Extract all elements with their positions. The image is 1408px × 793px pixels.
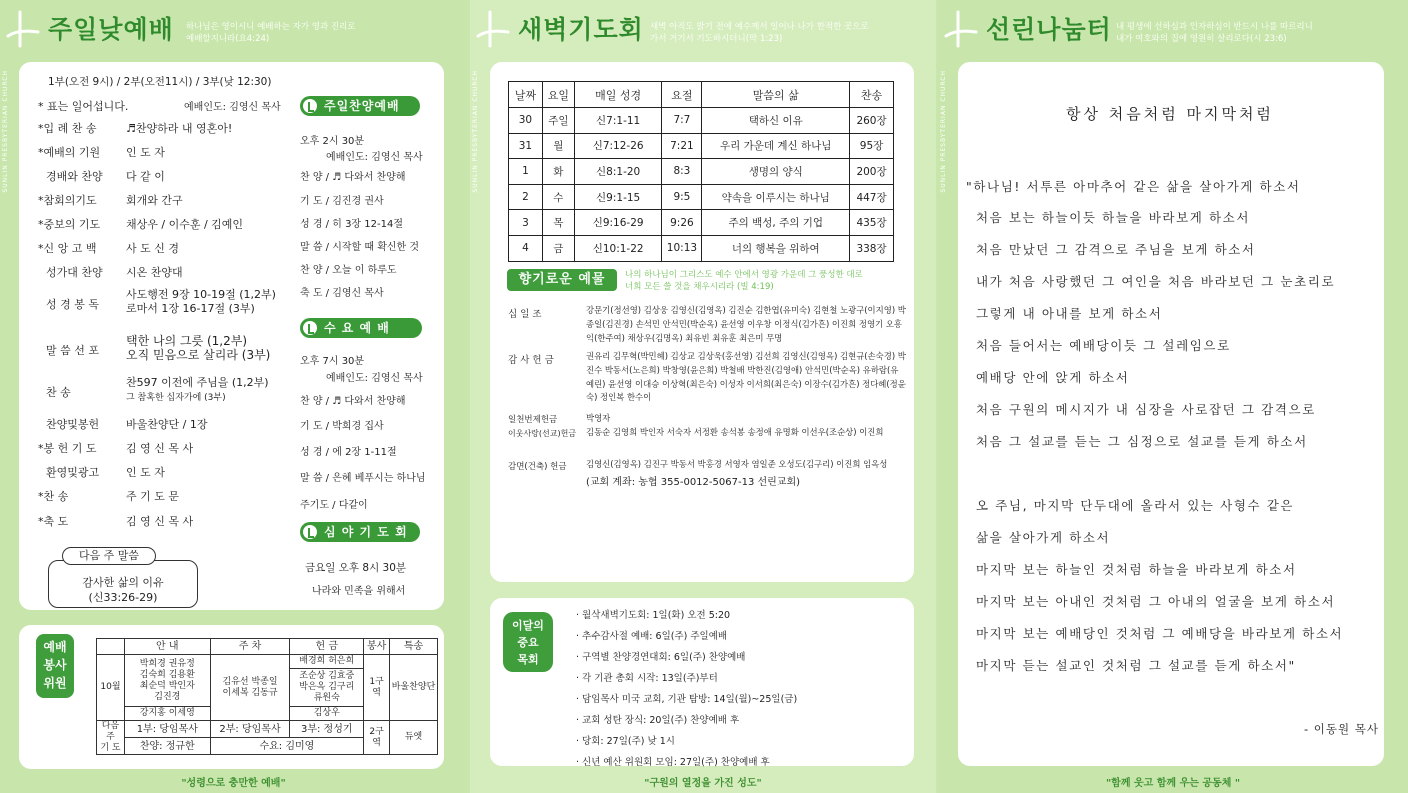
dawn-prayer-table: 날짜 요일 매일 성경 요절 말씀의 삶 찬송 30 주일 신7:1-11 7:7 택하신 이유 260장 31 월 신7:12-26 7:21 우리 가운데 계신 하나님 95장 1 화 신8:1-20 8:3 생명의 양식 200장 2 수 신9:1-15 9:5 약속을 이루시는 하나님 447장 3 목 신9:16-29 9:26 주의 백성, 주의 기업 435장 4 금 신10:1-22 10:13 너의 행복을 위하여 338장 [508, 81, 894, 262]
list-item: · 담임목사 미국 교회, 기관 탐방: 14일(월)~25일(금) [576, 694, 798, 705]
panel3-footer: "함께 웃고 함께 우는 공동체 " [1105, 778, 1241, 789]
table-row: 3 목 신9:16-29 9:26 주의 백성, 주의 기업 435장 [509, 210, 894, 236]
table-row: 2 수 신9:1-15 9:5 약속을 이루시는 하나님 447장 [509, 184, 894, 210]
list-item: · 교회 성탄 장식: 20일(주) 찬양예배 후 [576, 715, 740, 726]
table-row: 4 금 신10:1-22 10:13 너의 행복을 위하여 338장 [509, 235, 894, 261]
swirl-logo-icon [474, 10, 510, 48]
church-side-label: SUNLIN PRESBYTERIAN CHURCH [940, 70, 947, 193]
list-item: · 구역별 찬양경연대회: 6일(주) 찬양예배 [576, 652, 746, 663]
offering-label: 감 사 헌 금 [508, 355, 554, 366]
service-times: 1부(오전 9시) / 2부(오전11시) / 3부(낮 12:30) [48, 76, 272, 88]
panel1-subtitle: 하나님은 영이시니 예배하는 자가 영과 진리로 예배할지니라(요4:24) [186, 22, 356, 44]
swirl-logo-icon [942, 10, 978, 48]
panel2-footer: "구원의 열정을 가진 성도" [644, 778, 762, 789]
worship-leader: 예배인도: 김영신 목사 [184, 102, 281, 113]
swirl-logo-icon [4, 10, 40, 48]
offering-verse: 나의 하나님이 그리스도 예수 안에서 영광 가운데 그 풍성한 대로 너희 모든 쓸 것을 채우시리라 (빌 4:19) [625, 270, 863, 292]
volunteer-tag: 예배 봉사 위원 [36, 634, 74, 698]
check-badge-icon [303, 321, 317, 335]
panel3-title: 선린나눔터 [986, 15, 1112, 44]
offering-label: 십 일 조 [508, 309, 542, 320]
offering-heading: 향기로운 예물 [507, 269, 617, 291]
offering-names: 김동순 김영희 박인자 서숙자 서정환 송석봉 송정애 유명화 이선우(조순상) 이진희 [586, 427, 884, 437]
offering-label: 일천번제헌금 [508, 415, 558, 425]
check-badge-icon [303, 525, 317, 539]
poem-author: - 이동원 목사 [1304, 722, 1380, 736]
poem-title: 항상 처음처럼 마지막처럼 [1066, 105, 1274, 123]
bank-account: (교회 계좌: 농협 355-0012-5067-13 선린교회) [586, 477, 801, 488]
offering-label: 이웃사랑(선교)헌금 [508, 429, 577, 438]
panel1-header [0, 0, 467, 62]
panel2-subtitle: 새벽 아직도 밝기 전에 예수께서 일어나 나가 한적한 곳으로 가서 거기서 기도하시더니(막 1:23) [650, 22, 869, 44]
standing-note: * 표는 일어섭니다. [38, 100, 129, 113]
night-prayer-heading: 심 야 기 도 회 [300, 522, 420, 542]
offering-names: 강문기(정선영) 김상웅 김영신(김영옥) 김진순 김한엽(유미숙) 김현철 노광구(이지영) 박종일(김진경) 손석민 안석민(박순옥) 윤선영 이우창 이정식(김가흔) 이진희 정영기 오흥익(한주여) 채상우(김명옥) 최유빈 최유훈 최은미 무명 [586, 305, 906, 343]
list-item: · 신년 예산 위원회 모임: 27일(주) 찬양예배 후 [576, 757, 770, 768]
news-tag: 이달의 중요 목회 [503, 612, 553, 672]
list-item: · 추수감사절 예배: 6일(주) 주일예배 [576, 631, 728, 642]
panel3-subtitle: 내 평생에 선하심과 인자하심이 반드시 나를 따르리니 내가 여호와의 집에 영원히 살리로다(시 23:6) [1116, 22, 1313, 44]
offering-names: 김영신(김영옥) 김진구 박동서 박홍경 서영자 염일준 오성도(김구리) 이진희 임옥성 [586, 459, 888, 469]
next-week-sermon: 감사한 삶의 이유 (신33:26-29) [48, 560, 198, 608]
table-row: 1 화 신8:1-20 8:3 생명의 양식 200장 [509, 159, 894, 185]
list-item: · 월삭새벽기도회: 1일(화) 오전 5:20 [576, 610, 731, 621]
check-badge-icon [303, 99, 317, 113]
panel1-title: 주일낮예배 [48, 15, 174, 44]
volunteer-table: 안 내 주 차 헌 금 봉사 특송 10월 박희경 권유정 김숙희 김용환 최순덕 박인자 김진경 김유선 박종일 이세복 김동규 배경희 허은희 1구역 바울찬양단 조순상 김효중 박은옥 김구리 류원숙 강지홍 이세영 김상우 다음주 기 도 1부: 당임목사 2부: 당임목사 3부: 정성기 2구역 듀엣 찬양: 정규한 수요: 김미영 [96, 638, 438, 755]
list-item: · 각 기관 총회 시작: 13일(주)부터 [576, 673, 718, 684]
wednesday-heading: 수 요 예 배 [300, 318, 422, 338]
table-row: 31 월 신7:12-26 7:21 우리 가운데 계신 하나님 95장 [509, 133, 894, 159]
table-row: 30 주일 신7:1-11 7:7 택하신 이유 260장 [509, 108, 894, 134]
list-item: · 당회: 27일(주) 낮 1시 [576, 736, 675, 747]
offering-label: 감면(건축) 헌금 [508, 462, 567, 472]
panel2-header [470, 0, 936, 62]
panel3-header [938, 0, 1408, 62]
panel2-title: 새벽기도회 [518, 15, 644, 44]
offering-names: 박영자 [586, 413, 611, 423]
next-week-label: 다음 주 말씀 [62, 547, 156, 565]
sunday-praise-heading: 주일찬양예배 [300, 96, 420, 116]
panel1-footer: "성령으로 충만한 예배" [181, 778, 286, 789]
church-side-label: SUNLIN PRESBYTERIAN CHURCH [2, 70, 9, 193]
church-side-label: SUNLIN PRESBYTERIAN CHURCH [472, 70, 479, 193]
offering-names: 권유리 김무혁(박민혜) 김상교 김상욱(홍선영) 김선희 김영신(김영옥) 김현규(손숙경) 박진수 박동서(노은희) 박창영(윤은희) 박철배 박한진(김영애) 안석민(박순옥) 유하람(유예린) 윤선영 이대승 이상혁(최은숙) 이성자 이서희(최은숙) 이장수(김가흔) 정다혜(정윤숙) 정인복 한수이 [586, 351, 906, 403]
